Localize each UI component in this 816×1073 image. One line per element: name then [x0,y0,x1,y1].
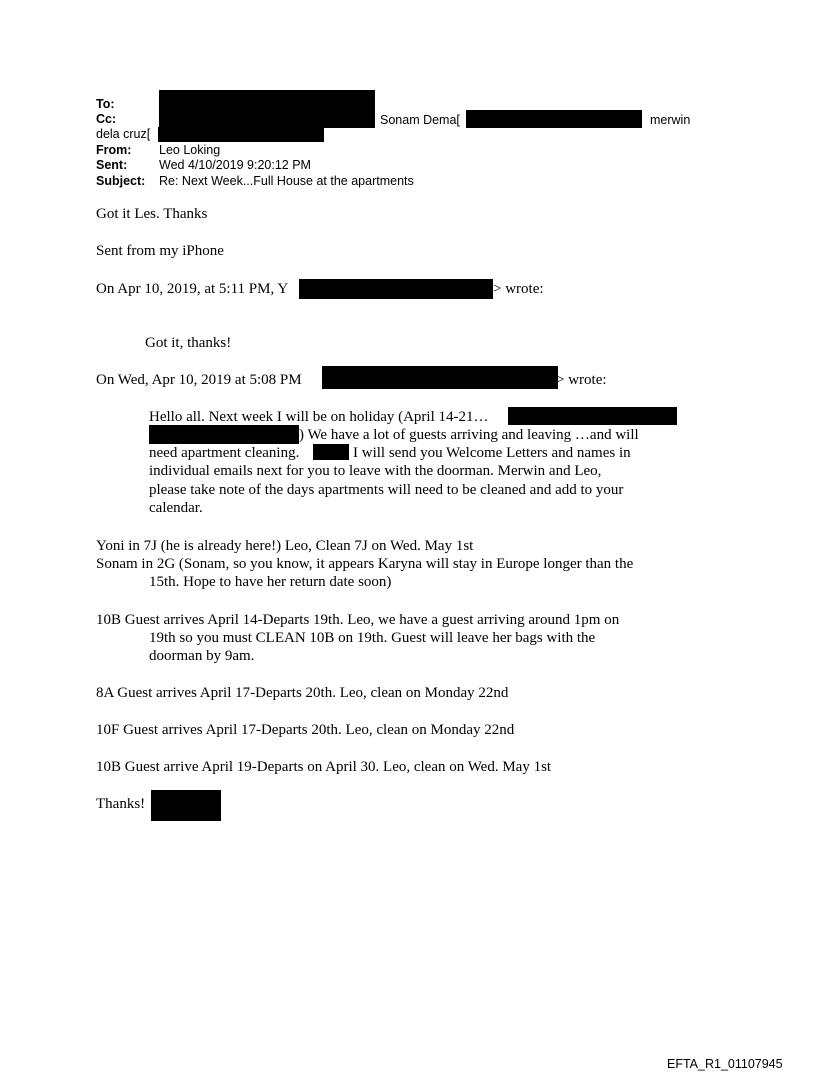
message-line-2: ) We have a lot of guests arriving and leaving …and will [299,427,639,443]
list-item-10b-line3: doorman by 9am. [149,648,255,664]
from-value: Leo Loking [159,143,221,157]
list-item-10b-second: 10B Guest arrive April 19-Departs on April 30. Leo, clean on Wed. May 1st [96,759,552,775]
document-id: EFTA_R1_01107945 [667,1057,783,1071]
subject-value: Re: Next Week...Full House at the apartments [159,174,414,188]
message-line-3a: need apartment cleaning. [149,445,300,461]
redaction-to [159,90,375,111]
sent-label: Sent: [96,158,128,172]
redaction-quote1-sender [299,279,493,299]
redaction-message-3 [313,444,349,460]
quote1-attribution: On Apr 10, 2019, at 5:11 PM, Y [96,281,289,297]
message-line-5: please take note of the days apartments will need to be cleaned and add to your [149,482,624,498]
redaction-message-1 [508,407,677,425]
signature: Sent from my iPhone [96,243,224,259]
cc-name-sonam: Sonam Dema[ [380,113,460,127]
message-line-4: individual emails next for you to leave with the doorman. Merwin and Leo, [149,463,602,479]
redaction-cc-1 [159,110,375,128]
list-item-2g-line1: Sonam in 2G (Sonam, so you know, it appears Karyna will stay in Europe longer than the [96,556,634,572]
list-item-7j: Yoni in 7J (he is already here!) Leo, Clean 7J on Wed. May 1st [96,538,474,554]
closing-thanks: Thanks! [96,796,146,812]
cc-name-merwin: merwin [650,113,691,127]
redaction-cc-3 [158,127,324,142]
list-item-10b-line2: 19th so you must CLEAN 10B on 19th. Guest will leave her bags with the [149,630,596,646]
list-item-10b-line1: 10B Guest arrives April 14-Departs 19th. Leo, we have a guest arriving around 1pm on [96,612,620,628]
quote1-wrote: > wrote: [493,281,544,297]
subject-label: Subject: [96,174,146,188]
sent-value: Wed 4/10/2019 9:20:12 PM [159,158,311,172]
redaction-cc-2 [466,110,642,128]
list-item-8a: 8A Guest arrives April 17-Departs 20th. Leo, clean on Monday 22nd [96,685,509,701]
quote2-wrote: > wrote: [556,372,607,388]
redaction-message-2 [149,425,299,444]
list-item-10f: 10F Guest arrives April 17-Departs 20th. Leo, clean on Monday 22nd [96,722,515,738]
cc-label: Cc: [96,112,117,126]
message-line-3b: I will send you Welcome Letters and names in [353,445,631,461]
list-item-2g-line2: 15th. Hope to have her return date soon) [149,574,392,590]
message-line-6: calendar. [149,500,203,516]
from-label: From: [96,143,132,157]
cc-name-merwin-cont: dela cruz[ [96,127,151,141]
redaction-signature [151,790,221,821]
redaction-quote2-sender [322,366,558,389]
message-line-1: Hello all. Next week I will be on holiday (April 14-21… [149,409,489,425]
quote2-attribution: On Wed, Apr 10, 2019 at 5:08 PM [96,372,302,388]
to-label: To: [96,97,115,111]
reply-line: Got it Les. Thanks [96,206,208,222]
quote1-text: Got it, thanks! [145,335,232,351]
